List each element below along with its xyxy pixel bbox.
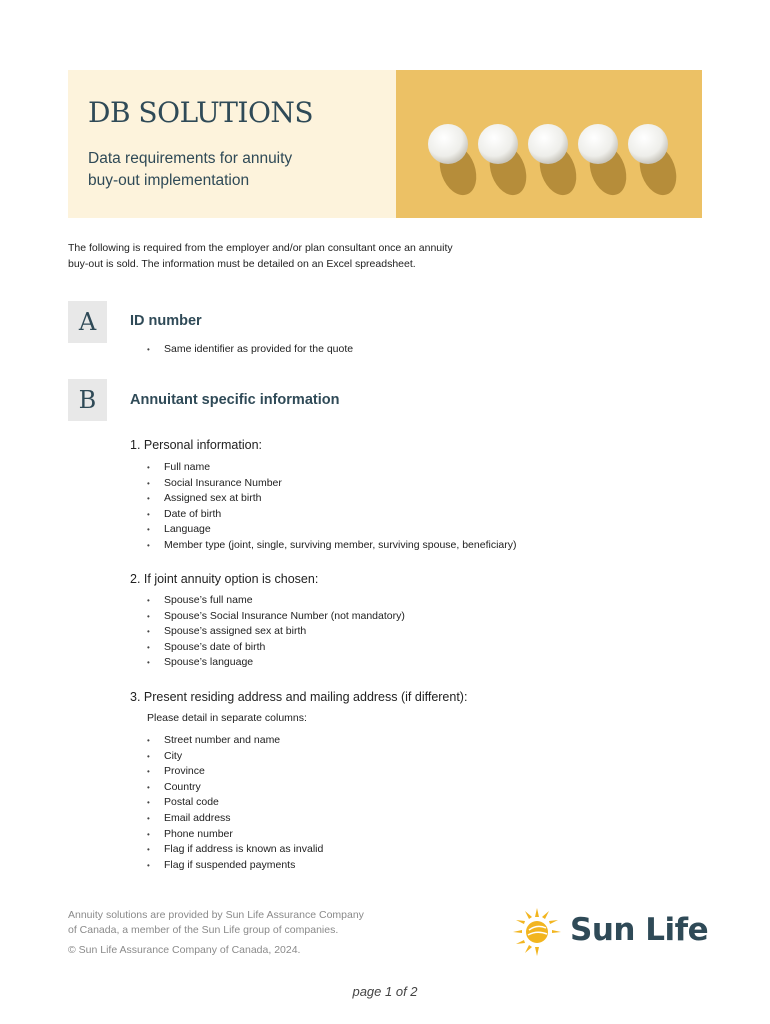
sun-life-logo bbox=[513, 905, 708, 957]
footer-line-2: of Canada, a member of the Sun Life group of companies. bbox=[68, 923, 339, 936]
sun-icon bbox=[513, 905, 565, 957]
section-a-list bbox=[147, 342, 353, 358]
subtitle-line-2: buy-out implementation bbox=[88, 172, 250, 189]
list-item: • Spouse’s assigned sex at birth bbox=[147, 624, 405, 640]
list-item: • City bbox=[147, 749, 323, 765]
list-item: • Street number and name bbox=[147, 733, 323, 749]
group-1-heading: 1. Personal information: bbox=[130, 438, 263, 452]
intro-line-1: The following is required from the employer and/or plan consultant once an annuity bbox=[68, 242, 453, 254]
hero-banner bbox=[68, 70, 702, 218]
section-a-letter: A bbox=[68, 301, 107, 343]
list-item: • Spouse’s date of birth bbox=[147, 640, 405, 656]
group-3-list bbox=[147, 733, 323, 873]
list-item: • Flag if address is known as invalid bbox=[147, 842, 323, 858]
hero-image-eggs bbox=[396, 70, 702, 218]
list-item: • Social Insurance Number bbox=[147, 476, 516, 492]
list-item: • Spouse’s language bbox=[147, 655, 405, 671]
intro-paragraph bbox=[68, 240, 548, 272]
group-3-heading: 3. Present residing address and mailing address (if different): bbox=[130, 690, 468, 704]
list-item: • Member type (joint, single, surviving member, surviving spouse, beneficiary) bbox=[147, 538, 516, 554]
list-item: • Full name bbox=[147, 460, 516, 476]
eggs-illustration bbox=[396, 70, 702, 218]
section-b-title: Annuitant specific information bbox=[130, 392, 340, 408]
logo-wordmark: Sun Life bbox=[570, 912, 709, 948]
list-item: • Province bbox=[147, 764, 323, 780]
group-3-note: Please detail in separate columns: bbox=[147, 712, 307, 724]
list-item: • Date of birth bbox=[147, 507, 516, 523]
section-b-letter: B bbox=[68, 379, 107, 421]
list-item: • Phone number bbox=[147, 827, 323, 843]
page-number: page 1 of 2 bbox=[352, 984, 418, 999]
page-title: DB SOLUTIONS bbox=[88, 96, 314, 129]
list-item: • Email address bbox=[147, 811, 323, 827]
list-item: • Spouse’s Social Insurance Number (not mandatory) bbox=[147, 609, 405, 625]
subtitle-line-1: Data requirements for annuity bbox=[88, 150, 293, 167]
list-item: • Same identifier as provided for the quote bbox=[147, 342, 353, 358]
intro-line-2: buy-out is sold. The information must be detailed on an Excel spreadsheet. bbox=[68, 258, 416, 270]
list-item: • Postal code bbox=[147, 795, 323, 811]
group-2-list bbox=[147, 593, 405, 671]
page-subtitle bbox=[88, 148, 292, 192]
list-item: • Country bbox=[147, 780, 323, 796]
list-item: • Spouse’s full name bbox=[147, 593, 405, 609]
section-a-title: ID number bbox=[130, 313, 202, 329]
group-1-list bbox=[147, 460, 516, 554]
hero-text-panel bbox=[68, 70, 396, 218]
footer-disclaimer bbox=[68, 908, 364, 937]
footer-line-1: Annuity solutions are provided by Sun Life Assurance Company bbox=[68, 909, 364, 921]
list-item: • Language bbox=[147, 522, 516, 538]
list-item: • Assigned sex at birth bbox=[147, 491, 516, 507]
copyright-text: © Sun Life Assurance Company of Canada, 2024. bbox=[68, 944, 301, 956]
list-item: • Flag if suspended payments bbox=[147, 858, 323, 874]
group-2-heading: 2. If joint annuity option is chosen: bbox=[130, 572, 319, 586]
